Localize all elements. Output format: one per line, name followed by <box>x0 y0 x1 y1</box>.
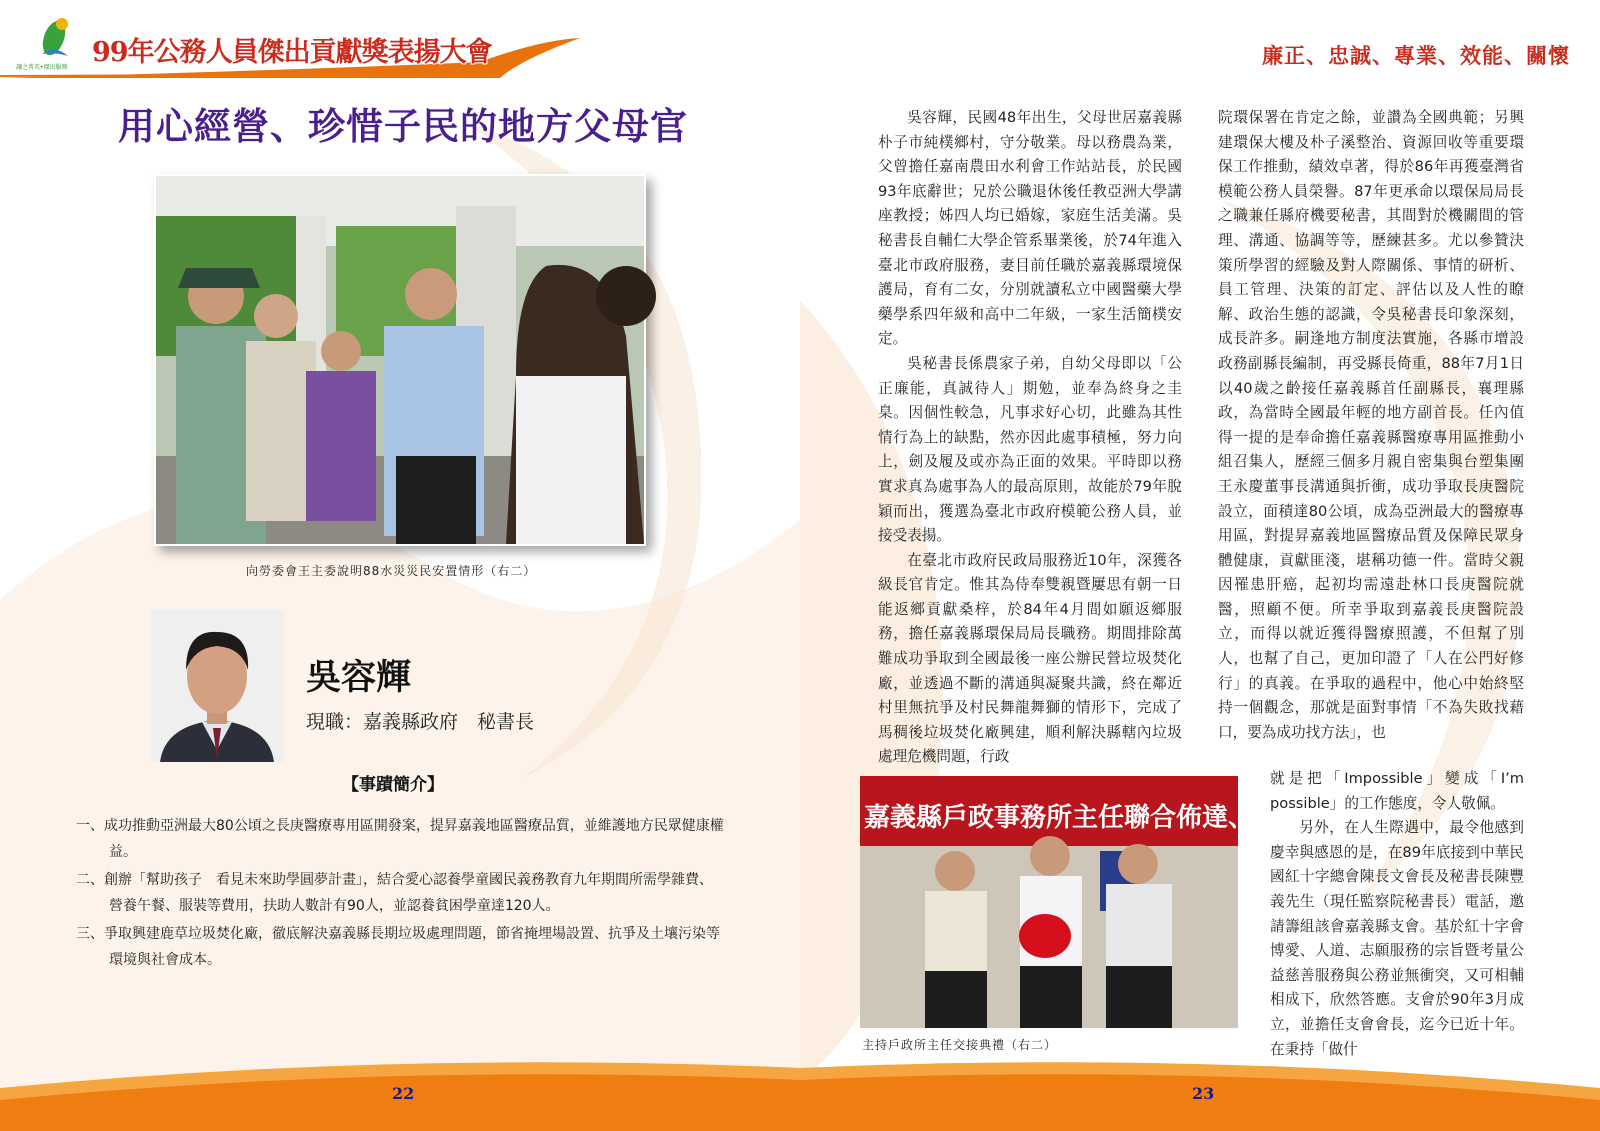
photo-banner-text: 嘉義縣戶政事務所主任聯合佈達、交接、宣 <box>864 803 1359 833</box>
logo-caption: 讓之菁英•傑出服務 <box>16 64 68 71</box>
page-number-right: 23 <box>1192 1084 1215 1103</box>
portrait-photo <box>150 610 284 762</box>
achievements-heading: 【事蹟簡介】 <box>342 775 444 795</box>
photo-1-caption: 向勞委會王主委說明88水災災民安置情形（右二） <box>246 564 537 578</box>
body-column-1 <box>878 106 1182 770</box>
achievements-list <box>76 813 726 975</box>
body-column-2-continued <box>1270 767 1524 1062</box>
body-column-2 <box>1218 106 1524 745</box>
photo-flood-briefing <box>154 174 646 546</box>
body-paragraph: 吳容輝，民國48年出生，父母世居嘉義縣朴子市純樸鄉村，守分敬業。母以務農為業，父曾擔任嘉南農田水利會工作站站長，於民國93年底辭世；兄於公職退休後任教亞洲大學講座教授；姊四人均已婚嫁，家庭生活美滿。吳秘書長自輔仁大學企管系畢業後，於74年進入臺北市政府服務，妻目前任職於嘉義縣環境保護局，育有二女，分別就讀私立中國醫藥大學藥學系四年級和高中二年級，一家生活簡樸安定。 <box>878 109 1182 348</box>
right-page <box>800 0 1600 1131</box>
achievement-item: 一、成功推動亞洲最大80公頃之長庚醫療專用區開發案，提昇嘉義地區醫療品質，並維護地方民眾健康權益。 <box>76 818 724 860</box>
event-title: 99年公務人員傑出貢獻獎表揚大會 <box>92 37 492 68</box>
page-number-left: 22 <box>392 1084 415 1103</box>
achievement-item: 三、爭取興建鹿草垃圾焚化廠，徹底解決嘉義縣長期垃圾處理問題，節省掩埋場設置、抗爭及土壤污染等環境與社會成本。 <box>76 926 720 968</box>
achievement-item: 二、創辦「幫助孩子 看見未來助學圓夢計畫」，結合愛心認養學童國民義務教育九年期間所需學雜費、營養午餐、服裝等費用，扶助人數計有90人，並認養貧困學童達120人。 <box>76 872 713 914</box>
person-position: 現職：嘉義縣政府 秘書長 <box>306 711 535 733</box>
photo-handover-ceremony <box>860 776 1359 1028</box>
body-paragraph: 就是把「Impossible」變成「I’m possible」的工作態度，令人敬佩。 <box>1270 770 1524 812</box>
article-title: 用心經營、珍惜子民的地方父母官 <box>118 104 688 148</box>
motto: 廉正、忠誠、專業、效能、關懷 <box>1262 43 1570 68</box>
body-paragraph: 院環保署在肯定之餘，並讚為全國典範；另興建環保大樓及朴子溪整治、資源回收等重要環保工作推動，績效卓著，得於86年再獲臺灣省模範公務人員榮譽。87年更承命以環保局局長之職兼任縣府機要秘書，其間對於機關間的管理、溝通、協調等等，歷練甚多。尤以參贊決策所學習的經驗及對人際關係、事情的研析、員工管理、決策的訂定、評估以及人性的瞭解、政治生態的認識，令吳秘書長印象深刻，成長許多。嗣逢地方制度法實施，各縣市增設政務副縣長編制，再受縣長倚重，88年7月1日以40歲之齡接任嘉義縣首任副縣長，襄理縣政，為當時全國最年輕的地方副首長。任內值得一提的是奉命擔任嘉義縣醫療專用區推動小組召集人，歷經三個多月親自密集與台塑集團王永慶董事長溝通與折衝，成功爭取長庚醫院設立，面積達80公頃，成為亞洲最大的醫療專用區，對提昇嘉義地區醫療品質及保障民眾身體健康，貢獻匪淺，堪稱功德一件。當時父親因罹患肝癌，起初均需遠赴林口長庚醫院就醫，照顧不便。所幸爭取到嘉義長庚醫院設立，而得以就近獲得醫療照護，不但幫了別人，也幫了自己，更加印證了「人在公門好修行」的真義。在爭取的過程中，他心中始終堅持一個觀念，那就是面對事情「不為失敗找藉口，要為成功找方法」，也 <box>1218 109 1524 741</box>
body-paragraph: 在臺北市政府民政局服務近10年，深獲各級長官肯定。惟其為侍奉雙親暨屢思有朝一日能返鄉貢獻桑梓，於84年4月間如願返鄉服務，擔任嘉義縣環保局局長職務。期間排除萬難成功爭取到全國最後一座公辦民營垃圾焚化廠，並透過不斷的溝通與凝聚共識，終在鄰近村里無抗爭及村民舞龍舞獅的情形下，完成了馬稠後垃圾焚化廠興建，順利解決縣轄內垃圾處理危機問題，行政 <box>878 551 1182 766</box>
photo-2-caption: 主持戶政所主任交接典禮（右二） <box>862 1038 1058 1052</box>
body-paragraph: 另外，在人生際遇中，最令他感到慶幸與感恩的是，在89年底接到中華民國紅十字總會陳長文會長及秘書長陳豐義先生（現任監察院秘書長）電話，邀請籌組該會嘉義縣支會。基於紅十字會博愛、人道、志願服務的宗旨暨考量公益慈善服務與公務並無衝突，又可相輔相成下，欣然答應。支會於90年3月成立，並擔任支會會長，迄今已近十年。在秉持「做什 <box>1270 819 1524 1058</box>
person-name: 吳容輝 <box>306 657 412 698</box>
body-paragraph: 吳秘書長係農家子弟，自幼父母即以「公正廉能，真誠待人」期勉，並奉為終身之圭臬。因個性較急，凡事求好心切，此雖為其性情行為上的缺點，然亦因此處事積極，努力向上，劍及履及或亦為正面的效果。平時即以務實求真為處事為人的最高原則，故能於79年脫穎而出，獲選為臺北市政府模範公務人員，並接受表揚。 <box>878 354 1182 545</box>
